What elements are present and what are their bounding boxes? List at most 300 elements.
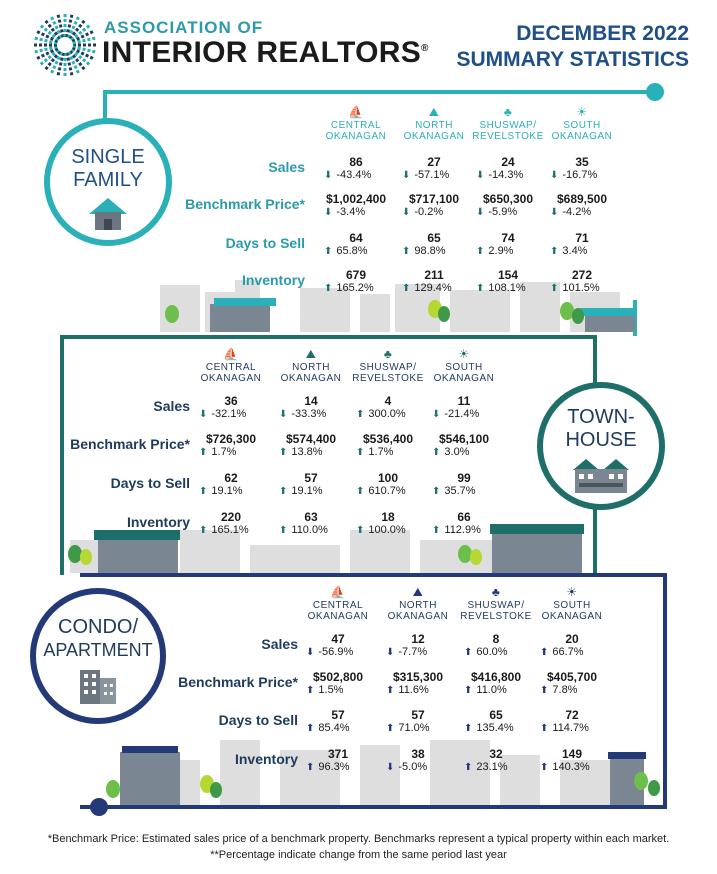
stat-change xyxy=(306,684,343,696)
region-header-north-okanagan xyxy=(269,346,353,384)
stat-change-value: 65.8% xyxy=(336,245,368,257)
arrow-up-icon: ⬆ xyxy=(540,647,549,658)
stat-change xyxy=(540,684,577,696)
stat-value: 32 xyxy=(489,747,503,761)
region-name-line2: OKANAGAN xyxy=(551,131,613,142)
stat-change-value: 1.7% xyxy=(368,446,394,458)
stat-change-value: 11.0% xyxy=(476,684,507,696)
mountains-icon: ⛰ xyxy=(412,585,424,599)
arrow-down-icon: ⬇ xyxy=(279,409,288,420)
stat-change xyxy=(386,761,427,773)
stat-change-value: -3.4% xyxy=(336,206,366,218)
stat-value: 8 xyxy=(492,632,500,646)
stat-change xyxy=(324,245,368,257)
badge-townhouse xyxy=(537,382,665,510)
stat-change xyxy=(279,524,328,536)
stat-change-value: 85.4% xyxy=(318,722,350,734)
stat-change xyxy=(550,282,600,294)
region-header-central-okanagan xyxy=(296,584,380,622)
stat-value: 57 xyxy=(331,708,345,722)
badge-condo xyxy=(30,588,166,724)
stat-change xyxy=(550,206,591,218)
stat-change xyxy=(199,408,246,420)
section-end-dot xyxy=(646,83,664,101)
region-name-line2: OKANAGAN xyxy=(541,611,603,622)
arrow-up-icon: ⬆ xyxy=(356,486,365,497)
stat-value: 57 xyxy=(411,708,425,722)
stat-change xyxy=(476,282,526,294)
sailboat-icon: ⛵ xyxy=(223,347,239,361)
badge-single-family xyxy=(44,118,172,246)
region-name-line2: OKANAGAN xyxy=(403,131,465,142)
stat-value: 62 xyxy=(224,471,238,485)
skyline-building xyxy=(98,538,178,573)
region-name-line1: CENTRAL xyxy=(205,362,257,373)
stat-change-value: 300.0% xyxy=(368,408,406,420)
stat-value: $650,300 xyxy=(482,192,534,206)
arrow-up-icon: ⬆ xyxy=(476,283,485,294)
stat-change xyxy=(432,485,476,497)
brand-name: INTERIOR REALTORS xyxy=(102,36,422,69)
stat-value: 74 xyxy=(501,231,515,245)
stat-change-value: 3.4% xyxy=(562,245,588,257)
region-name-line2: REVELSTOKE xyxy=(472,131,544,142)
skyline-building xyxy=(220,740,260,805)
stat-change-value: 165.1% xyxy=(211,524,249,536)
stat-change xyxy=(199,446,236,458)
stat-value: 86 xyxy=(349,155,363,169)
stat-change-value: 112.9% xyxy=(444,524,481,536)
arrow-up-icon: ⬆ xyxy=(432,447,441,458)
skyline-building xyxy=(214,298,276,306)
stat-change-value: 3.0% xyxy=(444,446,470,458)
region-name-line2: REVELSTOKE xyxy=(460,611,532,622)
tree-icon xyxy=(210,782,222,798)
badge-label-line2: HOUSE xyxy=(565,429,637,451)
arrow-up-icon: ⬆ xyxy=(464,762,473,773)
stat-change-value: 7.8% xyxy=(552,684,578,696)
region-header-shuswap-revelstoke xyxy=(454,584,538,622)
stat-change-value: 19.1% xyxy=(291,485,323,497)
arrow-up-icon: ⬆ xyxy=(356,409,365,420)
arrow-down-icon: ⬇ xyxy=(199,409,208,420)
skyline-building xyxy=(250,545,340,573)
region-header-shuswap-revelstoke xyxy=(466,104,550,142)
arrow-down-icon: ⬇ xyxy=(550,207,559,218)
stat-value: 24 xyxy=(501,155,515,169)
stat-value: 149 xyxy=(561,747,583,761)
stat-change xyxy=(356,408,406,420)
region-name-line1: CENTRAL xyxy=(330,120,382,131)
row-label-sales: Sales xyxy=(153,398,190,414)
skyline-building xyxy=(94,530,180,540)
tree-icon xyxy=(438,306,450,322)
stat-change xyxy=(386,646,427,658)
stat-value: 63 xyxy=(304,510,318,524)
stat-change-value: -43.4% xyxy=(336,169,372,181)
badge-label-line2: FAMILY xyxy=(73,169,143,191)
skyline-building xyxy=(210,304,270,332)
stat-value: 72 xyxy=(565,708,579,722)
arrow-down-icon: ⬇ xyxy=(402,170,411,181)
stat-change xyxy=(464,761,508,773)
stat-value: 65 xyxy=(427,231,441,245)
stat-change-value: -5.0% xyxy=(398,761,428,773)
stat-value: 35 xyxy=(575,155,589,169)
region-name-line2: OKANAGAN xyxy=(307,611,369,622)
arrow-down-icon: ⬇ xyxy=(386,647,395,658)
skyline-building xyxy=(300,288,350,332)
stat-change-value: 101.5% xyxy=(562,282,600,294)
tree-icon xyxy=(572,308,584,324)
stat-change-value: -14.3% xyxy=(488,169,524,181)
stat-change-value: 100.0% xyxy=(368,524,406,536)
stat-change xyxy=(306,722,350,734)
arrow-down-icon: ⬇ xyxy=(476,170,485,181)
sun-icon: ☀ xyxy=(458,347,470,361)
stat-change-value: 110.0% xyxy=(291,524,328,536)
stat-change-value: 11.6% xyxy=(398,684,429,696)
stat-change-value: 60.0% xyxy=(476,646,508,658)
stat-change xyxy=(402,206,443,218)
skyline-building xyxy=(580,308,636,316)
stat-change xyxy=(306,761,350,773)
stat-change xyxy=(432,446,469,458)
stat-change-value: 66.7% xyxy=(552,646,584,658)
region-header-south-okanagan xyxy=(422,346,506,384)
badge-label-line1: TOWN- xyxy=(567,406,635,428)
row-label-sales: Sales xyxy=(268,159,305,175)
stat-change-value: -33.3% xyxy=(291,408,327,420)
pine-trees-icon: ♣ xyxy=(383,347,393,361)
row-label-benchmark-price: Benchmark Price* xyxy=(178,674,298,690)
row-label-inventory: Inventory xyxy=(241,272,305,288)
arrow-down-icon: ⬇ xyxy=(324,170,333,181)
arrow-down-icon: ⬇ xyxy=(324,207,333,218)
stat-change-value: 19.1% xyxy=(211,485,243,497)
badge-label-line1: CONDO/ xyxy=(58,616,138,638)
region-name-line2: OKANAGAN xyxy=(433,373,495,384)
row-label-inventory: Inventory xyxy=(126,514,190,530)
stat-value: $726,300 xyxy=(205,432,257,446)
logo-association-text: ASSOCIATION OF xyxy=(104,18,264,37)
mountains-icon: ⛰ xyxy=(305,347,317,361)
registered-mark: ® xyxy=(421,43,429,54)
arrow-up-icon: ⬆ xyxy=(432,486,441,497)
arrow-up-icon: ⬆ xyxy=(540,685,549,696)
stat-change xyxy=(464,684,507,696)
stat-change-value: 71.0% xyxy=(398,722,430,734)
arrow-up-icon: ⬆ xyxy=(550,246,559,257)
pine-trees-icon: ♣ xyxy=(491,585,501,599)
stat-value: 12 xyxy=(411,632,425,646)
logo-starburst-icon xyxy=(30,10,100,80)
arrow-up-icon: ⬆ xyxy=(386,723,395,734)
skyline-building xyxy=(120,752,180,805)
stat-value: 99 xyxy=(457,471,471,485)
arrow-up-icon: ⬆ xyxy=(464,685,473,696)
stat-value: 371 xyxy=(327,747,349,761)
stat-value: $315,300 xyxy=(392,670,444,684)
arrow-up-icon: ⬆ xyxy=(550,283,559,294)
stat-change-value: 23.1% xyxy=(476,761,508,773)
row-label-days-to-sell: Days to Sell xyxy=(110,475,190,491)
stat-value: 154 xyxy=(497,268,519,282)
tree-icon xyxy=(165,305,179,323)
page-title-summary: SUMMARY STATISTICS xyxy=(456,48,689,71)
stat-change-value: -21.4% xyxy=(444,408,480,420)
mountains-icon: ⛰ xyxy=(428,105,440,119)
stat-change xyxy=(324,206,365,218)
stat-change-value: -0.2% xyxy=(414,206,444,218)
arrow-up-icon: ⬆ xyxy=(324,246,333,257)
stat-change-value: 140.3% xyxy=(552,761,590,773)
stat-change xyxy=(476,169,523,181)
region-name-line1: SOUTH xyxy=(445,362,483,373)
region-header-central-okanagan xyxy=(189,346,273,384)
stat-change-value: 13.8% xyxy=(291,446,323,458)
stat-change xyxy=(540,761,590,773)
region-name-line1: NORTH xyxy=(415,120,453,131)
arrow-up-icon: ⬆ xyxy=(386,685,395,696)
stat-change-value: 35.7% xyxy=(444,485,476,497)
stat-change xyxy=(540,646,584,658)
skyline-building xyxy=(585,315,635,332)
arrow-up-icon: ⬆ xyxy=(279,447,288,458)
sun-icon: ☀ xyxy=(566,585,578,599)
stat-change xyxy=(550,169,597,181)
stat-change xyxy=(550,245,587,257)
stat-change xyxy=(402,169,449,181)
skyline-building xyxy=(490,524,584,534)
sailboat-icon: ⛵ xyxy=(348,105,364,119)
stat-change xyxy=(199,485,243,497)
region-name-line2: REVELSTOKE xyxy=(352,373,424,384)
stat-value: $574,400 xyxy=(285,432,337,446)
region-name-line1: SHUSWAP/ xyxy=(359,362,417,373)
region-header-north-okanagan xyxy=(392,104,476,142)
section-line-top xyxy=(103,90,655,94)
skyline-building xyxy=(492,532,582,573)
stat-change xyxy=(356,446,393,458)
stat-change xyxy=(402,245,446,257)
stat-value: 14 xyxy=(304,394,318,408)
arrow-down-icon: ⬇ xyxy=(306,647,315,658)
stat-change xyxy=(540,722,589,734)
region-header-south-okanagan xyxy=(530,584,614,622)
arrow-up-icon: ⬆ xyxy=(199,447,208,458)
stat-change xyxy=(432,408,479,420)
stat-change xyxy=(356,524,406,536)
stat-change-value: 98.8% xyxy=(414,245,446,257)
arrow-down-icon: ⬇ xyxy=(476,207,485,218)
stat-change xyxy=(324,282,374,294)
stat-value: $1,002,400 xyxy=(325,192,387,206)
stat-change-value: 108.1% xyxy=(488,282,526,294)
footnote-benchmark: *Benchmark Price: Estimated sales price of a benchmark property. Benchmarks represent a typical property within each market. xyxy=(47,833,670,845)
stat-change-value: 610.7% xyxy=(368,485,406,497)
arrow-up-icon: ⬆ xyxy=(464,723,473,734)
arrow-up-icon: ⬆ xyxy=(464,647,473,658)
stat-change xyxy=(356,485,406,497)
region-header-south-okanagan xyxy=(540,104,624,142)
stat-change xyxy=(306,646,353,658)
footnote-percentage: **Percentage indicate change from the same period last year xyxy=(210,849,507,861)
stat-change xyxy=(279,408,326,420)
stat-change-value: -57.1% xyxy=(414,169,450,181)
stat-change xyxy=(279,485,323,497)
stat-value: 100 xyxy=(377,471,399,485)
stat-change xyxy=(279,446,323,458)
region-name-line1: CENTRAL xyxy=(312,600,364,611)
stat-change xyxy=(324,169,371,181)
tree-icon xyxy=(648,780,660,796)
stat-change-value: 135.4% xyxy=(476,722,514,734)
arrow-up-icon: ⬆ xyxy=(432,525,441,536)
skyline-building xyxy=(180,530,240,573)
stat-change xyxy=(386,684,429,696)
stat-value: 64 xyxy=(349,231,363,245)
tree-icon xyxy=(470,549,482,565)
stat-value: 47 xyxy=(331,632,345,646)
stat-change-value: -16.7% xyxy=(562,169,598,181)
stat-value: 272 xyxy=(571,268,593,282)
stat-value: 679 xyxy=(345,268,367,282)
page-title-date: DECEMBER 2022 xyxy=(516,22,689,45)
stat-value: $405,700 xyxy=(546,670,598,684)
row-label-days-to-sell: Days to Sell xyxy=(218,712,298,728)
stat-value: 65 xyxy=(489,708,503,722)
arrow-up-icon: ⬆ xyxy=(402,246,411,257)
badge-label-line2: APARTMENT xyxy=(43,640,153,660)
sailboat-icon: ⛵ xyxy=(330,585,346,599)
stat-value: 20 xyxy=(565,632,579,646)
arrow-up-icon: ⬆ xyxy=(540,723,549,734)
stat-change xyxy=(464,646,508,658)
skyline-building xyxy=(450,290,510,332)
stat-change xyxy=(476,206,517,218)
skyline-building xyxy=(122,746,178,753)
stat-value: 11 xyxy=(457,394,471,408)
stat-change xyxy=(464,722,514,734)
stat-value: $502,800 xyxy=(312,670,364,684)
section-start-dot xyxy=(90,798,108,816)
stat-change-value: -32.1% xyxy=(211,408,247,420)
stat-change-value: 165.2% xyxy=(336,282,374,294)
arrow-up-icon: ⬆ xyxy=(540,762,549,773)
arrow-up-icon: ⬆ xyxy=(306,762,315,773)
stat-change xyxy=(402,282,452,294)
stat-value: 71 xyxy=(575,231,589,245)
arrow-up-icon: ⬆ xyxy=(279,486,288,497)
region-name-line2: OKANAGAN xyxy=(280,373,342,384)
arrow-up-icon: ⬆ xyxy=(199,486,208,497)
row-label-benchmark-price: Benchmark Price* xyxy=(70,436,190,452)
stat-change-value: 96.3% xyxy=(318,761,350,773)
skyline-building xyxy=(608,752,646,759)
stat-change-value: -56.9% xyxy=(318,646,354,658)
arrow-up-icon: ⬆ xyxy=(306,723,315,734)
region-header-shuswap-revelstoke xyxy=(346,346,430,384)
arrow-down-icon: ⬇ xyxy=(402,207,411,218)
region-header-central-okanagan xyxy=(314,104,398,142)
townhouse-icon xyxy=(571,456,631,494)
row-label-inventory: Inventory xyxy=(234,751,298,767)
stat-value: 211 xyxy=(424,268,444,282)
region-name-line2: OKANAGAN xyxy=(200,373,262,384)
arrow-up-icon: ⬆ xyxy=(356,447,365,458)
stat-value: 36 xyxy=(224,394,238,408)
tree-icon xyxy=(106,780,120,798)
stat-change-value: 1.5% xyxy=(318,684,344,696)
stat-value: 38 xyxy=(411,747,425,761)
region-name-line1: NORTH xyxy=(399,600,437,611)
arrow-up-icon: ⬆ xyxy=(402,283,411,294)
arrow-up-icon: ⬆ xyxy=(279,525,288,536)
stat-value: $416,800 xyxy=(470,670,522,684)
stat-change-value: -4.2% xyxy=(562,206,592,218)
row-label-benchmark-price: Benchmark Price* xyxy=(185,196,305,212)
logo-brand-text xyxy=(102,36,429,70)
arrow-down-icon: ⬇ xyxy=(386,762,395,773)
arrow-up-icon: ⬆ xyxy=(356,525,365,536)
stat-value: $546,100 xyxy=(438,432,490,446)
stat-value: 66 xyxy=(457,510,471,524)
arrow-up-icon: ⬆ xyxy=(476,246,485,257)
region-name-line1: SHUSWAP/ xyxy=(467,600,525,611)
arrow-down-icon: ⬇ xyxy=(432,409,441,420)
stat-value: 57 xyxy=(304,471,318,485)
row-label-sales: Sales xyxy=(261,636,298,652)
region-name-line2: OKANAGAN xyxy=(325,131,387,142)
stat-value: $717,100 xyxy=(408,192,460,206)
row-label-days-to-sell: Days to Sell xyxy=(225,235,305,251)
skyline-building xyxy=(360,294,390,332)
pine-trees-icon: ♣ xyxy=(503,105,513,119)
stat-change-value: 1.7% xyxy=(211,446,237,458)
skyline-building xyxy=(350,530,410,573)
section-line-bottom-condo xyxy=(96,805,667,809)
sun-icon: ☀ xyxy=(576,105,588,119)
region-name-line2: OKANAGAN xyxy=(387,611,449,622)
stat-value: 220 xyxy=(220,510,242,524)
region-name-line1: NORTH xyxy=(292,362,330,373)
tree-icon xyxy=(80,549,92,565)
stat-change xyxy=(432,524,481,536)
arrow-up-icon: ⬆ xyxy=(306,685,315,696)
arrow-up-icon: ⬆ xyxy=(199,525,208,536)
stat-value: $689,500 xyxy=(556,192,608,206)
tree-icon xyxy=(634,772,648,790)
stat-value: 18 xyxy=(381,510,395,524)
stat-value: 4 xyxy=(384,394,392,408)
region-name-line1: SOUTH xyxy=(563,120,601,131)
house-icon xyxy=(87,196,129,230)
arrow-up-icon: ⬆ xyxy=(324,283,333,294)
stat-value: 27 xyxy=(427,155,441,169)
stat-change-value: 2.9% xyxy=(488,245,514,257)
stat-change xyxy=(199,524,249,536)
region-name-line1: SOUTH xyxy=(553,600,591,611)
stat-value: $536,400 xyxy=(362,432,414,446)
stat-change xyxy=(476,245,513,257)
apartment-icon xyxy=(76,664,120,704)
badge-label-line1: SINGLE xyxy=(71,146,145,168)
stat-change-value: -7.7% xyxy=(398,646,428,658)
stat-change-value: -5.9% xyxy=(488,206,518,218)
arrow-down-icon: ⬇ xyxy=(550,170,559,181)
region-name-line1: SHUSWAP/ xyxy=(479,120,537,131)
